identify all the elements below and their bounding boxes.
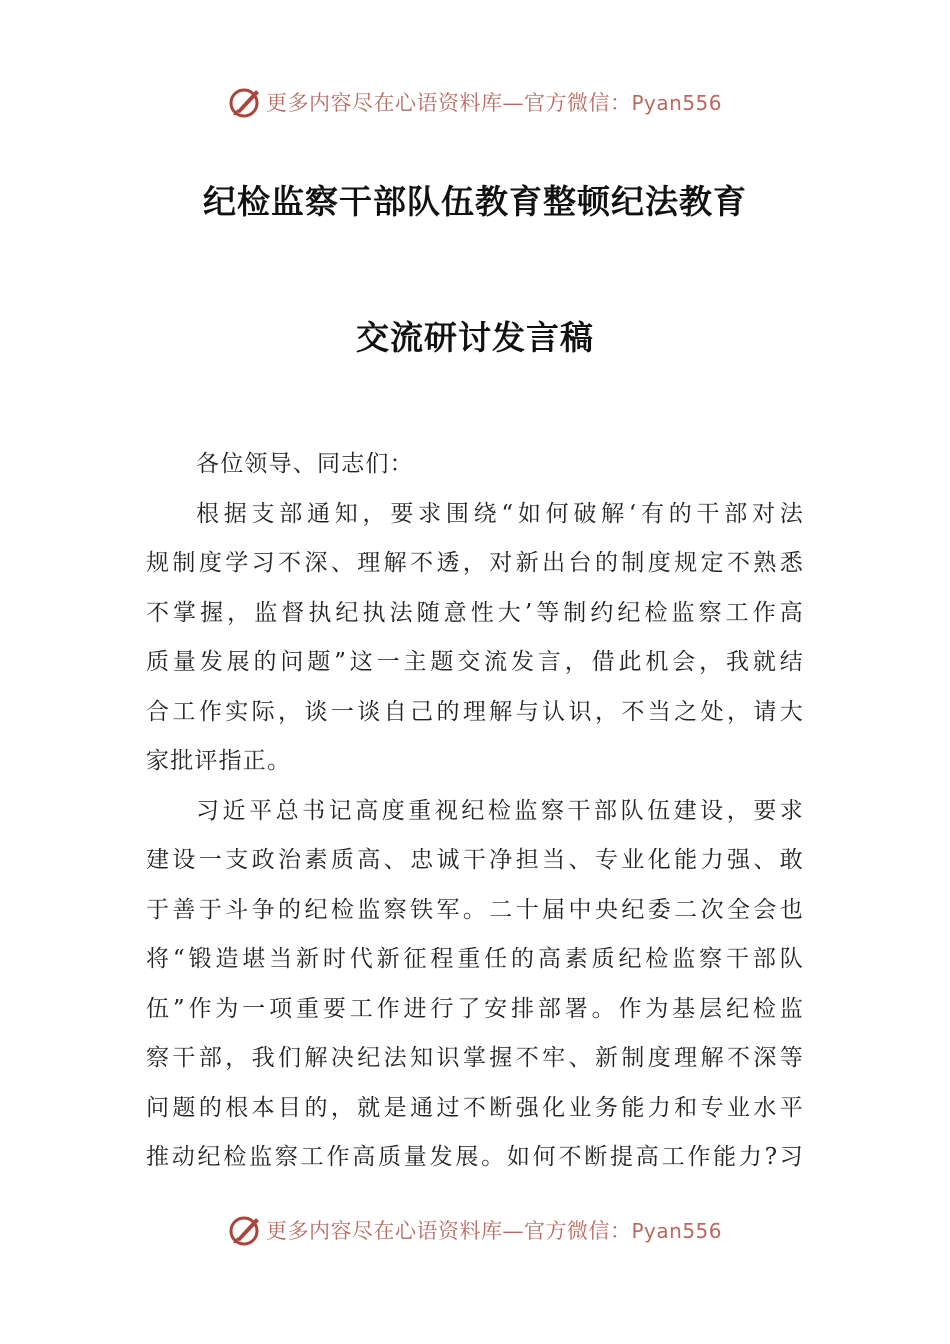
document-title-line1: 纪检监察干部队伍教育整顿纪法教育 bbox=[203, 182, 747, 221]
text-line: 家批评指正。 bbox=[146, 748, 292, 774]
banner-text: 更多内容尽在心语资料库—官方微信：Pyan556 bbox=[265, 1219, 722, 1243]
text-line: 规制度学习不深、理解不透，对新出台的制度规定不熟悉 bbox=[146, 550, 804, 576]
text-line: 察干部，我们解决纪法知识掌握不牢、新制度理解不深等 bbox=[146, 1045, 804, 1071]
wechat-id: Pyan556 bbox=[631, 91, 722, 115]
greeting: 各位领导、同志们： bbox=[196, 451, 414, 477]
paragraph-2 bbox=[146, 787, 804, 1183]
quill-logo-icon bbox=[228, 1213, 262, 1247]
text-line: 质量发展的问题”这一主题交流发言，借此机会，我就结 bbox=[146, 649, 804, 675]
footer-banner bbox=[0, 1210, 950, 1250]
text-line: 建设一支政治素质高、忠诚干净担当、专业化能力强、敢 bbox=[146, 847, 804, 873]
text-line: 根据支部通知，要求围绕“如何破解‘有的干部对法 bbox=[196, 500, 804, 527]
document-body bbox=[146, 440, 804, 1183]
text-line: 于善于斗争的纪检监察铁军。二十届中央纪委二次全会也 bbox=[146, 896, 804, 923]
header-banner bbox=[0, 82, 950, 122]
text-line: 合工作实际，谈一谈自己的理解与认识，不当之处，请大 bbox=[146, 698, 804, 725]
text-line: 习近平总书记高度重视纪检监察干部队伍建设，要求 bbox=[196, 797, 804, 824]
banner-text: 更多内容尽在心语资料库—官方微信：Pyan556 bbox=[265, 91, 722, 115]
text-line: 不掌握，监督执纪执法随意性大’等制约纪检监察工作高 bbox=[146, 599, 804, 626]
text-line: 推动纪检监察工作高质量发展。如何不断提高工作能力?习 bbox=[146, 1144, 804, 1170]
quill-logo-icon bbox=[228, 85, 262, 119]
document-title-line2: 交流研讨发言稿 bbox=[356, 318, 594, 357]
text-line: 问题的根本目的，就是通过不断强化业务能力和专业水平 bbox=[146, 1094, 804, 1121]
wechat-id: Pyan556 bbox=[631, 1219, 722, 1243]
paragraph-1 bbox=[146, 490, 804, 787]
text-line: 伍”作为一项重要工作进行了安排部署。作为基层纪检监 bbox=[146, 995, 804, 1022]
text-line: 将“锻造堪当新时代新征程重任的高素质纪检监察干部队 bbox=[146, 946, 804, 972]
